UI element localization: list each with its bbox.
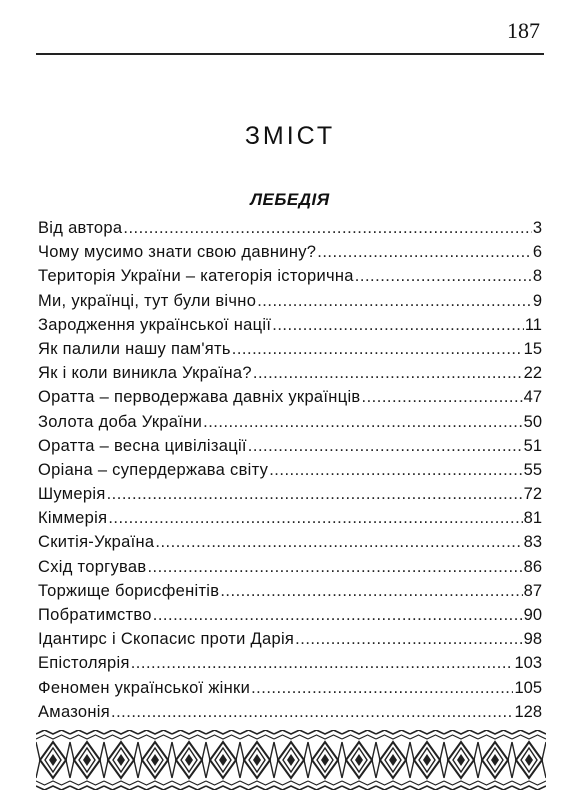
toc-entry-title: Скитія-Україна [38,533,155,552]
toc-leader-dots [107,482,523,506]
toc-entry-page: 8 [532,267,542,286]
page-title: ЗМІСТ [244,122,336,150]
toc-entry-page: 90 [523,606,542,624]
toc-leader-dots [203,410,523,434]
toc-leader-dots [272,313,524,337]
toc-entry [38,700,542,724]
header-rule [36,53,544,55]
toc-entry [38,313,542,337]
toc-entry-title: Торжище борисфенітів [38,581,220,600]
toc-entry-page: 103 [514,654,542,673]
toc-entry-title: Епістолярія [38,654,130,673]
toc-entry-page: 98 [523,630,542,649]
toc-leader-dots [295,627,522,651]
toc-leader-dots [253,361,523,385]
toc-entry-page: 128 [514,702,542,721]
toc-entry [38,240,542,264]
toc-entry [38,530,542,554]
toc-entry-page: 83 [523,533,542,552]
toc-entry [38,627,542,651]
toc-entry-title: Амазонія [38,702,111,721]
toc-entry [38,289,542,313]
toc-leader-dots [111,700,513,724]
toc-entry [38,506,542,530]
toc-entry-page: 81 [523,509,542,528]
decorative-border-ornament [36,730,546,790]
toc-entry [38,482,542,506]
toc-entry [38,410,542,434]
toc-entry-title: Золота доба України [38,412,203,431]
toc-entry [38,434,542,458]
toc-entry-title: Територія України – категорія історична [38,267,354,286]
toc-leader-dots [108,506,522,530]
toc-entry-page: 3 [532,219,542,237]
toc-entry-title: Феномен української жінки [38,678,251,697]
toc-entry-page: 15 [523,339,542,358]
toc-leader-dots [123,216,531,240]
toc-entry-title: Оріана – супердержава світу [38,460,269,479]
toc-entry-title: Шумерія [38,485,106,504]
toc-entry [38,603,542,627]
toc-entry-title: Оратта – весна цивілізації [38,436,247,455]
toc-leader-dots [248,434,523,458]
toc-entry-page: 6 [532,243,542,262]
page-number: 187 [507,18,540,43]
toc-entry-title: Зародження української нації [38,315,272,334]
toc-entry-title: Як і коли виникла Україна? [38,364,252,383]
toc-entry-title: Схід торгував [38,557,147,576]
toc-entry-title: Ми, українці, тут були вічно [38,291,257,310]
toc-entry-title: Як палили нашу пам'ять [38,339,231,358]
toc-entry-title: Чому мусимо знати свою давнину? [38,243,317,262]
toc-entry-page: 47 [523,388,542,407]
toc-entry [38,385,542,409]
toc-entry-page: 9 [532,291,542,310]
toc-entry-title: Оратта – перводержава давніх українців [38,388,361,407]
toc-leader-dots [220,579,522,603]
toc-leader-dots [317,240,532,264]
toc-entry-page: 72 [523,485,542,504]
toc-entry-title: Кіммерія [38,509,108,528]
toc-entry [38,458,542,482]
toc-leader-dots [361,385,522,409]
toc-leader-dots [269,458,522,482]
toc-entry-title: Ідантирс і Скопасис проти Дарія [38,630,295,649]
toc-leader-dots [257,289,532,313]
toc-entry-title: Від автора [38,219,123,237]
toc-leader-dots [131,651,514,675]
toc-leader-dots [251,676,513,700]
toc-leader-dots [153,603,523,627]
toc-entry-page: 55 [523,460,542,479]
section-heading: ЛЕБЕДІЯ [250,190,330,209]
toc-entry-page: 105 [514,678,542,697]
toc-leader-dots [155,530,522,554]
toc-entry [38,264,542,288]
toc-entry-page: 86 [523,557,542,576]
toc-entry [38,216,542,240]
toc-entry [38,579,542,603]
toc-entry-page: 87 [523,581,542,600]
toc-leader-dots [147,555,522,579]
toc-entry-page: 50 [523,412,542,431]
toc-leader-dots [232,337,523,361]
toc-entry [38,361,542,385]
toc-entry [38,555,542,579]
toc-entry [38,651,542,675]
toc-entry-page: 11 [524,315,542,334]
toc-entry [38,337,542,361]
toc-entry [38,676,542,700]
toc-entry-title: Побратимство [38,606,152,624]
toc-leader-dots [355,264,532,288]
toc-entry-page: 51 [523,436,542,455]
table-of-contents [38,216,542,724]
toc-entry-page: 22 [523,364,542,383]
